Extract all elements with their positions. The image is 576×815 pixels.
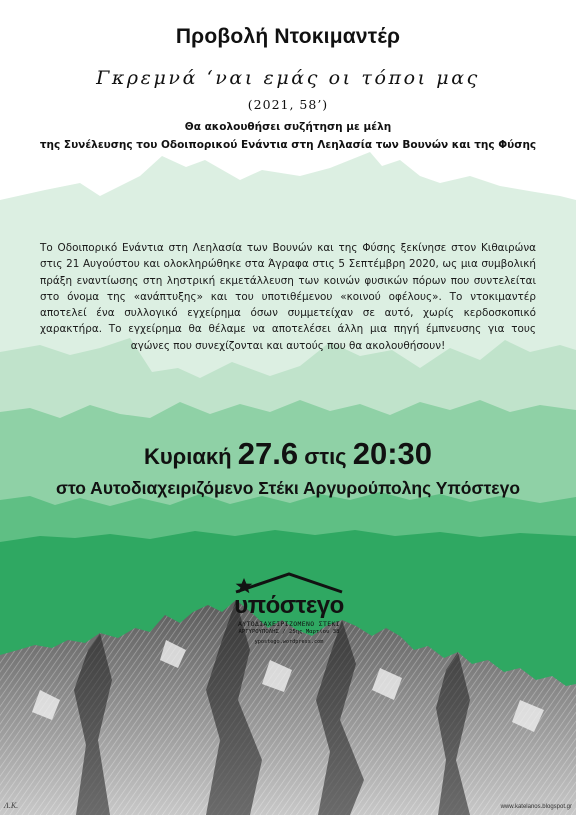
film-year-duration: (2021, 58’) bbox=[247, 97, 329, 112]
event-date: 27.6 bbox=[237, 436, 299, 471]
venue-logo bbox=[214, 568, 364, 660]
logo-website: ypostego.wordpress.com bbox=[254, 639, 324, 645]
logo-address: ΑΡΓΥΡΟΥΠΟΛΗΣ / 25ης Μαρτίου 38 bbox=[238, 629, 340, 635]
event-time-prefix: στις bbox=[304, 444, 347, 469]
event-day: Κυριακή bbox=[143, 444, 232, 469]
logo-subtitle: ΑΥΤΟΔΙΑΧΕΙΡΙΖΟΜΕΝΟ ΣΤΕΚΙ bbox=[238, 620, 340, 628]
event-type-heading: Προβολή Ντοκιμαντέρ bbox=[175, 25, 401, 48]
discussion-note-line2: της Συνέλευσης του Οδοιπορικού Ενάντια στη Λεηλασία των Βουνών και της Φύσης bbox=[39, 139, 537, 151]
event-venue: στο Αυτοδιαχειριζόμενο Στέκι Αργυρούπολης Υπόστεγο bbox=[55, 478, 521, 498]
description-paragraph: Το Οδοιπορικό Ενάντια στη Λεηλασία των Βουνών και της Φύσης ξεκίνησε στον Κιθαιρώνα στις 21 Αυγούστου και ολοκληρώθηκε στα Άγραφα στις 5 Σεπτέμβρη 2020, ως μια συμβολική πράξη εναντίωσης στη ληστρική εκμετάλλευση των κοινών φυσικών πόρων που συντελείται στο όνομα της «ανάπτυξης» και του υποτιθέμενου «κοινού οφέλους». Το ντοκιμαντέρ αποτελεί ένα συλλογικό εγχείρημα όσων συμμετείχαν σε αυτό, χωρίς κερδοσκοπικό χαρακτήρα. Το εγχείρημα θα θέλαμε να αποτελέσει άλλη μια πηγή έμπνευσης για τους αγώνες που συνεχίζονται και αυτούς που θα ακολουθήσουν! bbox=[40, 242, 536, 352]
artist-credit: www.katelanos.blogspot.gr bbox=[500, 804, 572, 810]
logo-name: υπόστεγο bbox=[234, 592, 344, 619]
film-title: Γκρεμνά ‘ναι εμάς οι τόποι μας bbox=[96, 67, 480, 89]
discussion-note-line1: Θα ακολουθήσει συζήτηση με μέλη bbox=[184, 121, 392, 133]
event-datetime bbox=[0, 436, 576, 472]
artist-signature: Λ.Κ. bbox=[4, 801, 19, 810]
event-time: 20:30 bbox=[352, 436, 433, 471]
